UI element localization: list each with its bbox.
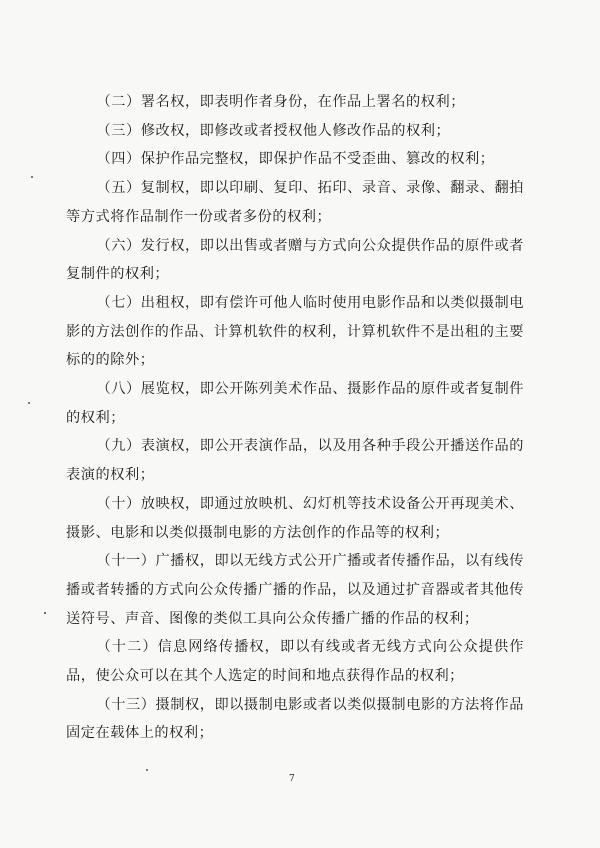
paragraph-signature-right: （二）署名权，即表明作者身份，在作品上署名的权利； (96, 94, 465, 110)
paragraph-modification-right: （三）修改权，即修改或者授权他人修改作品的权利； (96, 122, 451, 139)
paragraph-performance-right: （九）表演权，即公开表演作品，以及用各种手段公开播送作品的表演的权利； (66, 438, 524, 484)
paragraph-exhibition-right: （八）展览权，即公开陈列美术作品、摄影作品的原件或者复制件的权利； (66, 381, 524, 426)
paragraph-cinematography-right: （十三）摄制权，即以摄制电影或者以类似摄制电影的方法将作品固定在载体上的权利； (66, 696, 524, 742)
paragraph-rental-right: （七）出租权，即有偿许可他人临时使用电影作品和以类似摄制电影的方法创作的作品、计算机软件的权利，计算机软件不是出租的主要标的的除外； (66, 294, 524, 369)
document-body (66, 88, 524, 748)
paragraph-broadcasting-right: （十一）广播权，即以无线方式公开广播或者传播作品，以有线传播或者转播的方式向公众传播广播的作品，以及通过扩音器或者其他传送符号、声音、图像的类似工具向公众传播广播的作品的权利； (66, 553, 524, 627)
scan-speck (28, 402, 30, 404)
scan-speck (146, 769, 148, 771)
paragraph-integrity-right: （四）保护作品完整权，即保护作品不受歪曲、篡改的权利； (96, 151, 495, 168)
paragraph-reproduction-right: （五）复制权，即以印刷、复印、拓印、录音、录像、翻录、翻拍等方式将作品制作一份或者多份的权利； (66, 180, 524, 225)
scan-speck (44, 612, 46, 614)
scan-speck (31, 176, 33, 178)
paragraph-projection-right: （十）放映权，即通过放映机、幻灯机等技术设备公开再现美术、摄影、电影和以类似摄制电影的方法创作的作品等的权利； (66, 495, 524, 541)
paragraph-network-dissemination-right: （十二）信息网络传播权，即以有线或者无线方式向公众提供作品，使公众可以在其个人选定的时间和地点获得作品的权利； (66, 639, 524, 685)
paragraph-distribution-right: （六）发行权，即以出售或者赠与方式向公众提供作品的原件或者复制件的权利； (66, 237, 524, 283)
page-number: 7 (289, 774, 295, 784)
